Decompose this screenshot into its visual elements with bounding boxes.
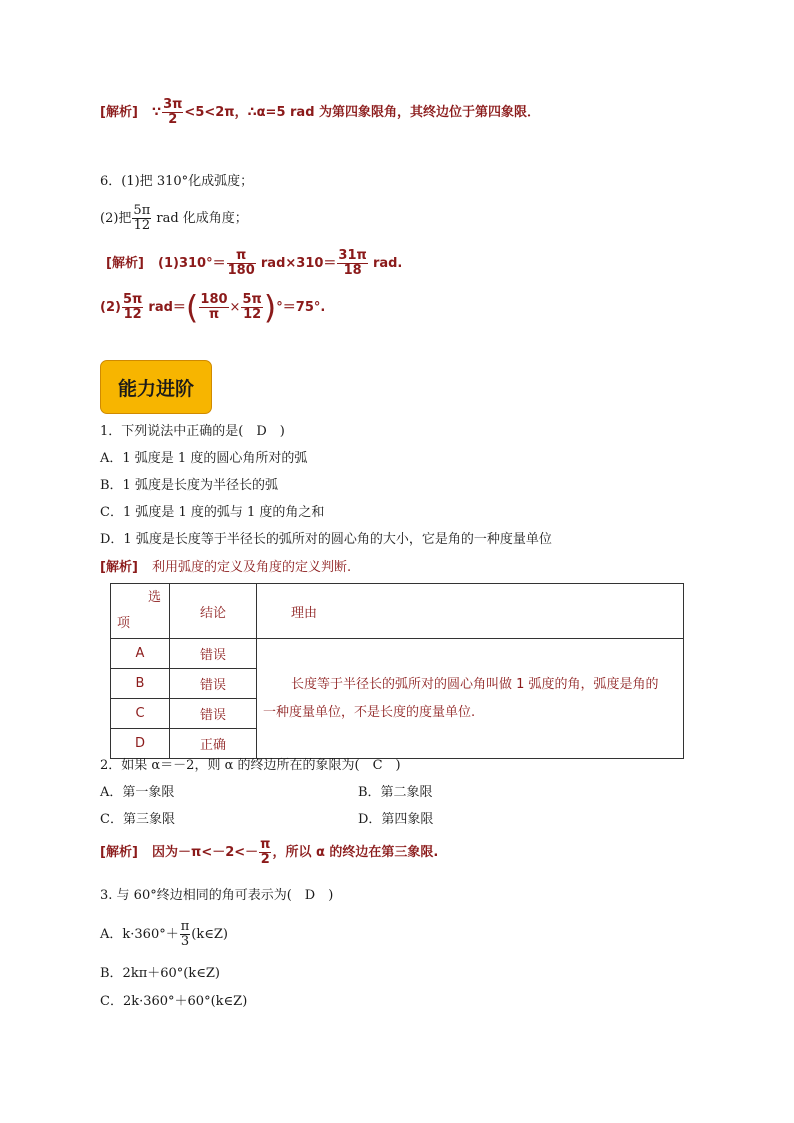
p1-option-c: C．1 弧度是 1 度的弧与 1 度的角之和 [100,505,325,520]
q6-line-2: (2)把 $\frac{5\pi}{12}$ rad 化成角度； [100,203,248,233]
p2-option-d: D．第四象限 [358,812,434,827]
fraction: $\frac{\pi}{180}$ [227,248,255,278]
p1-stem: 1．下列说法中正确的是( D ) [100,424,285,439]
p1-analysis: [解析] 利用弧度的定义及角度的定义判断. [100,560,352,575]
analysis-label: [解析] [100,105,138,120]
fraction: $\frac{31\pi}{18}$ [338,248,367,278]
header-option: 选 项 [111,584,170,639]
q6-line-1: 6．(1)把 310°化成弧度； [100,174,254,189]
p2-option-b: B．第二象限 [358,785,433,800]
table-header-row [111,584,684,639]
fraction: $\frac{3\pi}{2}$ [163,97,183,127]
p2-analysis: [解析] 因为－π<－2<－ $\frac{\pi}{2}$ ，所以 α 的终边在第三象限. [100,837,439,867]
p3-option-b: B．2kπ＋60°(k∈Z) [100,966,220,981]
fraction: $\frac{\pi}{2}$ [260,837,271,867]
table-row: C 错误 [111,699,684,729]
header-conclusion: 结论 [170,584,257,639]
p3-option-a: A．k·360°＋ $\frac{\pi}{3}$ (k∈Z) [100,919,228,949]
table-row: B 错误 [111,669,684,699]
p3-stem: 3. 与 60°终边相同的角可表示为( D ) [100,888,334,903]
q5-analysis: [解析] ∵ $\frac{3\pi}{2}$ <5<2π，∴α=5 rad 为第四象限角，其终边位于第四象限． [100,97,541,127]
fraction: $\frac{\pi}{3}$ [180,919,190,949]
p3-option-c: C．2k·360°＋60°(k∈Z) [100,994,248,1009]
q6-solution-1: [解析] (1)310°＝ $\frac{\pi}{180}$ rad×310＝ $\frac{31\pi}{18}$ rad. [106,248,403,278]
p1-option-b: B．1 弧度是长度为半径长的弧 [100,478,278,493]
p1-option-a: A．1 弧度是 1 度的圆心角所对的弧 [100,451,308,466]
q6-solution-2: (2) $\frac{5\pi}{12}$ rad＝( $\frac{180}{\pi}$ × $\frac{5\pi}{12}$ )°＝75°. [100,288,326,327]
fraction: $\frac{180}{\pi}$ [200,292,228,322]
fraction: $\frac{5\pi}{12}$ [242,292,262,322]
reason-cell: 长度等于半径长的弧所对的圆心角叫做 1 弧度的角，弧度是角的 一种度量单位，不是长度的度量单位. [257,639,684,759]
section-title-badge: 能力进阶 [100,360,212,414]
table-row: D 正确 [111,729,684,759]
p2-stem: 2．如果 α＝－2，则 α 的终边所在的象限为( C ) [100,758,401,773]
table-row: A 错误 长度等于半径长的弧所对的圆心角叫做 1 弧度的角，弧度是角的 一种度量单位，不是长度的度量单位. [111,639,684,669]
p2-option-c: C．第三象限 [100,812,175,827]
fraction: $\frac{5\pi}{12}$ [133,203,151,233]
analysis-table [110,583,684,759]
header-reason: 理由 [257,584,684,639]
p1-option-d: D．1 弧度是长度等于半径长的弧所对的圆心角的大小，它是角的一种度量单位 [100,532,552,547]
fraction: $\frac{5\pi}{12}$ [122,292,143,322]
p2-option-a: A．第一象限 [100,785,175,800]
